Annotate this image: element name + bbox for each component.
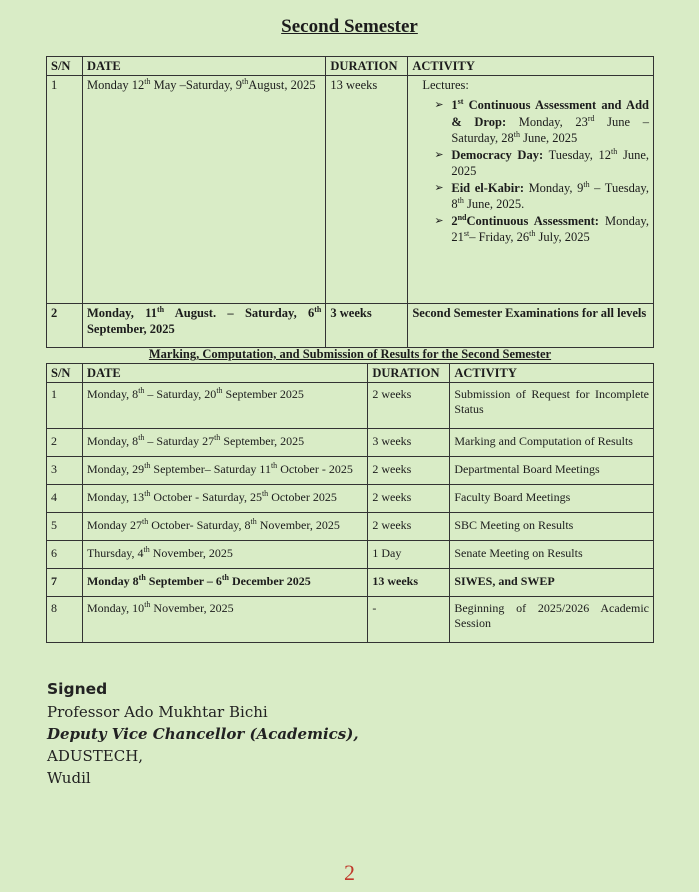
row-sn: 3: [47, 457, 83, 485]
row-sn: 7: [47, 569, 83, 597]
row-activity: SBC Meeting on Results: [450, 513, 654, 541]
row-duration: 2 weeks: [368, 485, 450, 513]
row-activity: SIWES, and SWEP: [450, 569, 654, 597]
row-sn: 4: [47, 485, 83, 513]
row-activity: [408, 76, 654, 304]
section-subtitle: Marking, Computation, and Submission of Results for the Second Semester: [148, 347, 552, 361]
row-activity: Senate Meeting on Results: [450, 541, 654, 569]
signatory-role: Deputy Vice Chancellor (Academics),: [47, 725, 359, 743]
table-row: [47, 457, 654, 485]
row-sn: 6: [47, 541, 83, 569]
list-item: ➢ 2ndContinuous Assessment: Monday, 21st– Friday, 26th July, 2025: [412, 213, 649, 246]
row-duration: -: [368, 597, 450, 643]
row-duration: 3 weeks: [326, 304, 408, 348]
table-row: [47, 485, 654, 513]
table-row: [47, 76, 654, 304]
table-row: [47, 304, 654, 348]
row-date: Monday, 29th September– Saturday 11th October - 2025: [82, 457, 367, 485]
row-sn: 1: [47, 383, 83, 429]
semester-schedule-table: [46, 56, 654, 348]
row-duration: 1 Day: [368, 541, 450, 569]
row-date: Monday, 13th October - Saturday, 25th October 2025: [82, 485, 367, 513]
header-date: DATE: [82, 57, 325, 76]
header-sn: S/N: [47, 364, 83, 383]
row-date: Monday 12th May –Saturday, 9thAugust, 2025: [82, 76, 325, 304]
row-activity: Departmental Board Meetings: [450, 457, 654, 485]
row-activity: Submission of Request for Incomplete Status: [450, 383, 654, 429]
table-header-row: [47, 364, 654, 383]
activity-list: [412, 97, 649, 246]
signed-label: Signed: [47, 680, 108, 698]
row-activity: Faculty Board Meetings: [450, 485, 654, 513]
row-sn: 2: [47, 429, 83, 457]
list-item: ➢ Democracy Day: Tuesday, 12th June, 2025: [412, 147, 649, 180]
table-row: [47, 383, 654, 429]
row-date: Monday, 8th – Saturday, 20th September 2025: [82, 383, 367, 429]
header-activity: ACTIVITY: [450, 364, 654, 383]
row-date: Monday, 8th – Saturday 27th September, 2025: [82, 429, 367, 457]
row-date: Monday, 11th August. – Saturday, 6th September, 2025: [82, 304, 325, 348]
row-duration: 2 weeks: [368, 513, 450, 541]
results-schedule-table: [46, 363, 654, 643]
header-sn: S/N: [47, 57, 83, 76]
row-sn: 8: [47, 597, 83, 643]
row-date: Monday, 10th November, 2025: [82, 597, 367, 643]
row-date: Monday 8th September – 6th December 2025: [82, 569, 367, 597]
lectures-heading: Lectures:: [422, 78, 469, 92]
table-row: [47, 541, 654, 569]
header-date: DATE: [82, 364, 367, 383]
row-duration: 13 weeks: [326, 76, 408, 304]
row-sn: 5: [47, 513, 83, 541]
table-row: [47, 429, 654, 457]
row-duration: 2 weeks: [368, 383, 450, 429]
row-activity: Marking and Computation of Results: [450, 429, 654, 457]
table-row: [47, 569, 654, 597]
row-activity: Second Semester Examinations for all levels: [408, 304, 654, 348]
row-duration: 13 weeks: [368, 569, 450, 597]
table-row: [47, 597, 654, 643]
row-duration: 2 weeks: [368, 457, 450, 485]
table-header-row: [47, 57, 654, 76]
row-duration: 3 weeks: [368, 429, 450, 457]
list-item: ➢ Eid el-Kabir: Monday, 9th – Tuesday, 8th June, 2025.: [412, 180, 649, 213]
list-item: ➢ 1st Continuous Assessment and Add & Drop: Monday, 23rd June – Saturday, 28th June, 2025: [412, 97, 649, 147]
row-sn: 2: [47, 304, 83, 348]
page-number: 2: [344, 860, 355, 885]
header-duration: DURATION: [368, 364, 450, 383]
signatory-city: Wudil: [47, 769, 91, 787]
page-title: Second Semester: [281, 16, 418, 37]
header-duration: DURATION: [326, 57, 408, 76]
table-row: [47, 513, 654, 541]
header-activity: ACTIVITY: [408, 57, 654, 76]
row-sn: 1: [47, 76, 83, 304]
row-activity: Beginning of 2025/2026 Academic Session: [450, 597, 654, 643]
signatory-organization: ADUSTECH,: [47, 747, 144, 765]
signatory-name: Professor Ado Mukhtar Bichi: [47, 703, 268, 721]
row-date: Monday 27th October- Saturday, 8th November, 2025: [82, 513, 367, 541]
row-date: Thursday, 4th November, 2025: [82, 541, 367, 569]
